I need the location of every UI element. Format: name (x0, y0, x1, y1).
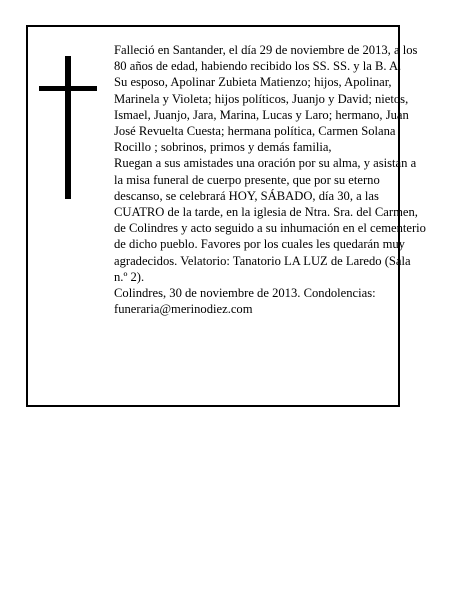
notice-text (114, 42, 426, 317)
family-list: Su esposo, Apolinar Zubieta Matienzo; hijos, Apolinar, Marinela y Violeta; hijos políticos, Juanjo y David; nietos, Ismael, Juanjo, Jara, Marina, Lucas y Laro; hermano, Juan José Revuelta Cuesta; hermana política, Carmen Solana Rocillo ; sobrinos, primos y demás familia, (114, 75, 409, 155)
funeral-details: Ruegan a sus amistades una oración por su alma, y asistan a la misa funeral de cuerpo presente, que por su eterno descanso, se celebrará HOY, SÁBADO, día 30, a las CUATRO de la tarde, en la iglesia de Ntra. Sra. del Carmen, de Colindres y acto seguido a su inhumación en el cementerio de dicho pueblo. Favores por los cuales les quedarán muy agradecidos. Velatorio: Tanatorio LA LUZ de Laredo (Sala n.º 2). (114, 156, 426, 284)
cross-icon (39, 56, 97, 199)
cross-horizontal-bar (39, 86, 97, 91)
condolences-contact: Colindres, 30 de noviembre de 2013. Condolencias: funeraria@merinodiez.com (114, 286, 376, 317)
obituary-notice (26, 25, 426, 407)
death-announcement: Falleció en Santander, el día 29 de noviembre de 2013, a los 80 años de edad, habiendo recibido los SS. SS. y la B. A. (114, 43, 418, 74)
cross-vertical-bar (65, 56, 71, 199)
